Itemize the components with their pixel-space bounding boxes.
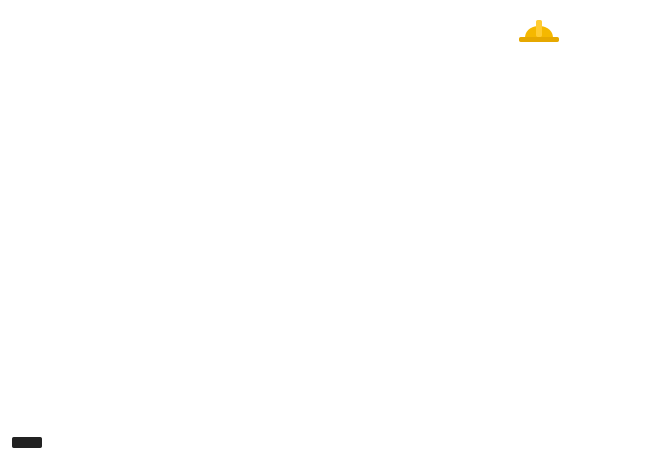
cc-license-badge	[12, 437, 42, 448]
